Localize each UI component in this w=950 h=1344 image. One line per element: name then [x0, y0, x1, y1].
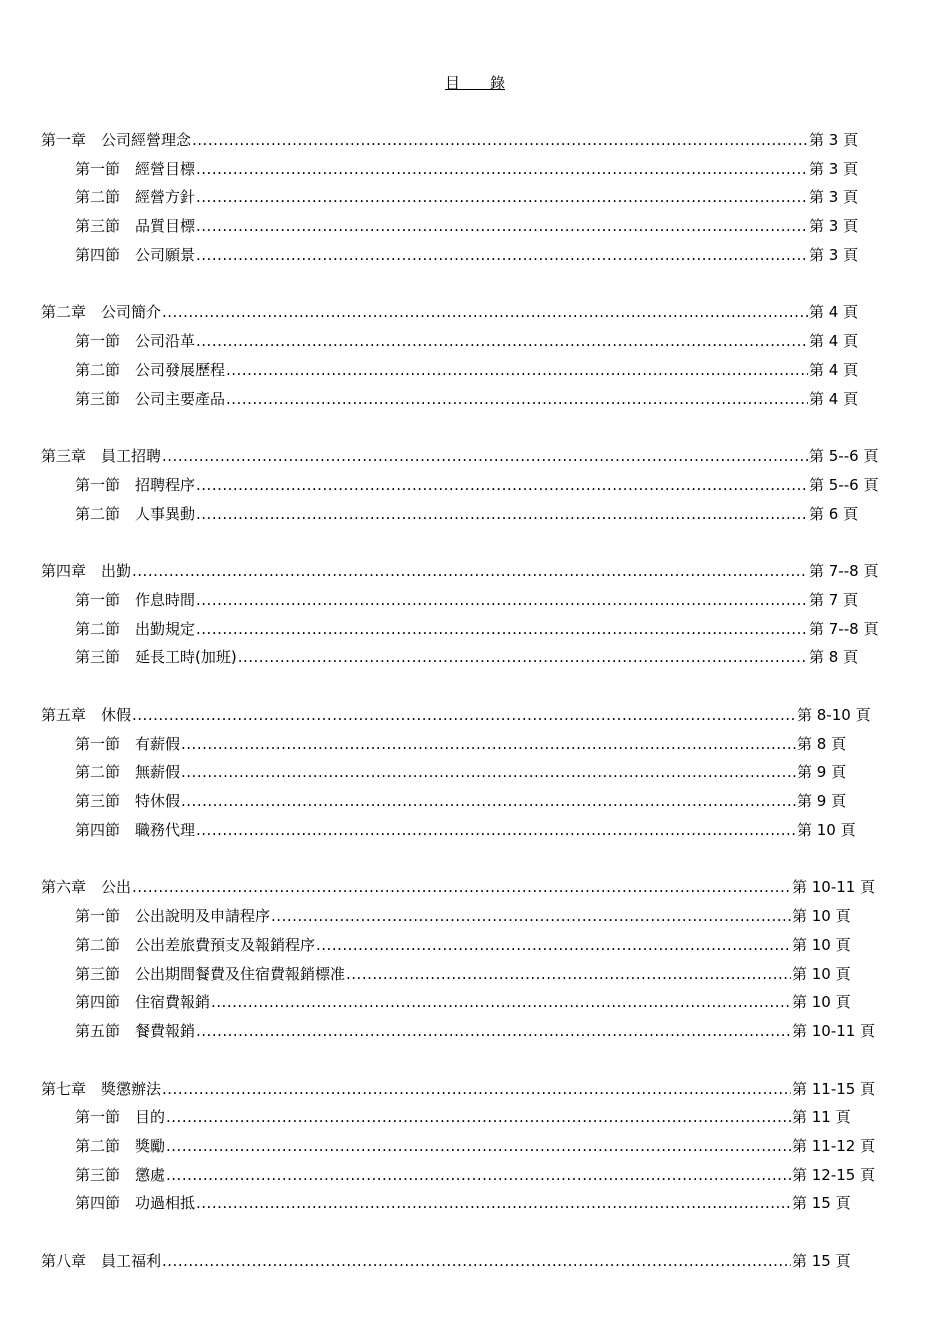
toc-section-row[interactable] — [0, 902, 950, 931]
dot-leader — [196, 155, 808, 184]
toc-section-row[interactable] — [0, 643, 950, 672]
section-label: 第二節 經營方針 — [75, 188, 196, 207]
section-label: 第三節 延長工時(加班) — [75, 648, 237, 667]
section-label: 第一節 公出說明及申請程序 — [75, 907, 271, 926]
toc-entry — [41, 1247, 851, 1276]
toc-section-row[interactable] — [0, 988, 950, 1017]
section-label: 第三節 品質目標 — [75, 217, 196, 236]
toc-entry — [75, 1189, 851, 1218]
page-number: 第 7 頁 — [809, 590, 859, 609]
toc-section-row[interactable] — [0, 1132, 950, 1161]
section-label: 第三節 公司主要產品 — [75, 389, 226, 408]
dot-leader — [181, 730, 796, 759]
toc-entry — [41, 298, 858, 327]
toc-chapter-row[interactable] — [0, 1247, 950, 1276]
toc-entry — [75, 212, 858, 241]
chapter-group — [0, 1247, 950, 1276]
page-number: 第 10 頁 — [792, 993, 851, 1012]
page-number: 第 11 頁 — [792, 1108, 851, 1127]
dot-leader — [166, 1103, 791, 1132]
dot-leader — [166, 1132, 791, 1161]
dot-leader — [166, 1161, 791, 1190]
dot-leader — [226, 356, 808, 385]
chapter-group — [0, 126, 950, 269]
page-number: 第 12-15 頁 — [792, 1165, 876, 1184]
section-label: 第二節 公出差旅費預支及報銷程序 — [75, 935, 316, 954]
toc-entry — [75, 960, 851, 989]
page-number: 第 10 頁 — [792, 964, 851, 983]
chapter-group — [0, 1075, 950, 1218]
section-label: 第二節 獎勵 — [75, 1136, 166, 1155]
page-number: 第 15 頁 — [792, 1194, 851, 1213]
page-number: 第 7--8 頁 — [809, 619, 879, 638]
toc-chapter-row[interactable] — [0, 1075, 950, 1104]
toc-section-row[interactable] — [0, 1189, 950, 1218]
toc-section-row[interactable] — [0, 1017, 950, 1046]
toc-chapter-row[interactable] — [0, 298, 950, 327]
dot-leader — [196, 615, 808, 644]
section-label: 第一節 有薪假 — [75, 734, 181, 753]
toc-entry — [75, 1161, 875, 1190]
chapter-label: 第六章 公出 — [41, 878, 132, 897]
chapter-group — [0, 442, 950, 528]
page-number: 第 10 頁 — [792, 935, 851, 954]
dot-leader — [196, 1017, 791, 1046]
toc-entry — [75, 787, 846, 816]
section-label: 第四節 公司願景 — [75, 245, 196, 264]
page-title — [0, 73, 950, 93]
page-number: 第 3 頁 — [809, 217, 859, 236]
toc-entry — [75, 385, 858, 414]
toc-section-row[interactable] — [0, 1103, 950, 1132]
toc-entry — [75, 730, 846, 759]
toc-entry — [41, 442, 878, 471]
toc-section-row[interactable] — [0, 586, 950, 615]
toc-section-row[interactable] — [0, 615, 950, 644]
toc-entry — [75, 643, 858, 672]
page-number: 第 10-11 頁 — [792, 878, 876, 897]
dot-leader — [196, 1189, 791, 1218]
section-label: 第一節 目的 — [75, 1108, 166, 1127]
dot-leader — [132, 873, 791, 902]
page-number: 第 10-11 頁 — [792, 1021, 876, 1040]
section-label: 第三節 公出期間餐費及住宿費報銷標准 — [75, 964, 346, 983]
toc-entry — [75, 902, 851, 931]
toc-entry — [75, 356, 858, 385]
dot-leader — [196, 183, 808, 212]
toc-section-row[interactable] — [0, 730, 950, 759]
toc-entry — [75, 758, 846, 787]
page-number: 第 4 頁 — [809, 332, 859, 351]
dot-leader — [181, 758, 796, 787]
dot-leader — [196, 327, 808, 356]
toc-section-row[interactable] — [0, 787, 950, 816]
toc-section-row[interactable] — [0, 500, 950, 529]
dot-leader — [271, 902, 791, 931]
section-label: 第二節 公司發展歷程 — [75, 360, 226, 379]
toc-entry — [75, 471, 878, 500]
toc-section-row[interactable] — [0, 155, 950, 184]
toc-chapter-row[interactable] — [0, 557, 950, 586]
dot-leader — [196, 500, 808, 529]
chapter-group — [0, 873, 950, 1045]
chapter-label: 第八章 員工福利 — [41, 1252, 162, 1270]
page-number: 第 6 頁 — [809, 504, 859, 523]
chapter-label: 第二章 公司簡介 — [41, 303, 162, 322]
dot-leader — [316, 931, 791, 960]
toc-entry — [75, 586, 858, 615]
dot-leader — [162, 1075, 791, 1104]
toc-section-row[interactable] — [0, 356, 950, 385]
section-label: 第一節 經營目標 — [75, 159, 196, 178]
toc-section-row[interactable] — [0, 212, 950, 241]
section-label: 第三節 懲處 — [75, 1165, 166, 1184]
section-label: 第一節 招聘程序 — [75, 475, 196, 494]
dot-leader — [211, 988, 791, 1017]
chapter-label: 第四章 出勤 — [41, 562, 132, 581]
toc-section-row[interactable] — [0, 960, 950, 989]
chapter-group — [0, 298, 950, 413]
page-number: 第 9 頁 — [797, 792, 847, 811]
toc-section-row[interactable] — [0, 1161, 950, 1190]
page-title-text: 目 錄 — [444, 74, 505, 92]
page-number: 第 3 頁 — [809, 188, 859, 207]
dot-leader — [132, 701, 796, 730]
toc-section-row[interactable] — [0, 385, 950, 414]
page-number: 第 3 頁 — [809, 159, 859, 178]
dot-leader — [238, 643, 808, 672]
page-number: 第 4 頁 — [809, 389, 859, 408]
dot-leader — [196, 212, 808, 241]
toc-entry — [41, 126, 858, 155]
section-label: 第二節 出勤規定 — [75, 619, 196, 638]
page-number: 第 4 頁 — [809, 303, 859, 322]
page-number: 第 3 頁 — [809, 245, 859, 264]
dot-leader — [196, 241, 808, 270]
page-number: 第 7--8 頁 — [809, 562, 879, 581]
section-label: 第四節 功過相抵 — [75, 1194, 196, 1213]
section-label: 第三節 特休假 — [75, 792, 181, 811]
section-label: 第五節 餐費報銷 — [75, 1021, 196, 1040]
page-number: 第 8-10 頁 — [797, 706, 871, 724]
dot-leader — [162, 1247, 791, 1276]
page-number: 第 5--6 頁 — [809, 447, 879, 466]
section-label: 第四節 職務代理 — [75, 820, 196, 839]
page-number: 第 11-15 頁 — [792, 1079, 876, 1098]
toc-chapter-row[interactable] — [0, 701, 950, 730]
toc-entry — [41, 701, 871, 730]
toc-section-row[interactable] — [0, 816, 950, 845]
toc-entry — [75, 241, 858, 270]
page-number: 第 10 頁 — [792, 907, 851, 926]
dot-leader — [196, 816, 796, 845]
dot-leader — [192, 126, 808, 155]
toc-section-row[interactable] — [0, 327, 950, 356]
dot-leader — [162, 442, 808, 471]
toc-section-row[interactable] — [0, 241, 950, 270]
toc-section-row[interactable] — [0, 758, 950, 787]
page-number: 第 10 頁 — [797, 820, 856, 839]
toc-chapter-row[interactable] — [0, 126, 950, 155]
toc-entry — [41, 557, 878, 586]
page-number: 第 15 頁 — [792, 1252, 851, 1270]
toc-entry — [41, 1075, 875, 1104]
chapter-label: 第七章 獎懲辦法 — [41, 1079, 162, 1098]
page-number: 第 8 頁 — [809, 648, 859, 667]
chapter-label: 第三章 員工招聘 — [41, 447, 162, 466]
toc-entry — [75, 500, 858, 529]
toc-entry — [75, 988, 851, 1017]
toc-chapter-row[interactable] — [0, 442, 950, 471]
page-number: 第 11-12 頁 — [792, 1136, 876, 1155]
dot-leader — [346, 960, 791, 989]
page-number: 第 8 頁 — [797, 734, 847, 753]
section-label: 第二節 人事異動 — [75, 504, 196, 523]
page-number: 第 3 頁 — [809, 131, 859, 149]
toc-chapter-row[interactable] — [0, 873, 950, 902]
toc-entry — [75, 155, 858, 184]
toc-entry — [75, 327, 858, 356]
dot-leader — [196, 586, 808, 615]
toc-entry — [75, 931, 851, 960]
toc-entry — [75, 816, 856, 845]
table-of-contents — [0, 126, 950, 1305]
section-label: 第一節 公司沿革 — [75, 332, 196, 351]
page-number: 第 5--6 頁 — [809, 475, 879, 494]
page-number: 第 9 頁 — [797, 763, 847, 782]
dot-leader — [181, 787, 796, 816]
section-label: 第一節 作息時間 — [75, 590, 196, 609]
chapter-group — [0, 701, 950, 844]
chapter-label: 第一章 公司經營理念 — [41, 131, 192, 149]
toc-entry — [75, 1017, 875, 1046]
chapter-group — [0, 557, 950, 672]
dot-leader — [132, 557, 808, 586]
dot-leader — [162, 298, 808, 327]
toc-section-row[interactable] — [0, 931, 950, 960]
page-number: 第 4 頁 — [809, 360, 859, 379]
toc-entry — [41, 873, 875, 902]
toc-section-row[interactable] — [0, 471, 950, 500]
toc-entry — [75, 1132, 875, 1161]
dot-leader — [226, 385, 808, 414]
toc-entry — [75, 615, 878, 644]
toc-section-row[interactable] — [0, 183, 950, 212]
chapter-label: 第五章 休假 — [41, 706, 132, 724]
section-label: 第四節 住宿費報銷 — [75, 993, 211, 1012]
toc-entry — [75, 183, 858, 212]
toc-entry — [75, 1103, 851, 1132]
dot-leader — [196, 471, 808, 500]
section-label: 第二節 無薪假 — [75, 763, 181, 782]
